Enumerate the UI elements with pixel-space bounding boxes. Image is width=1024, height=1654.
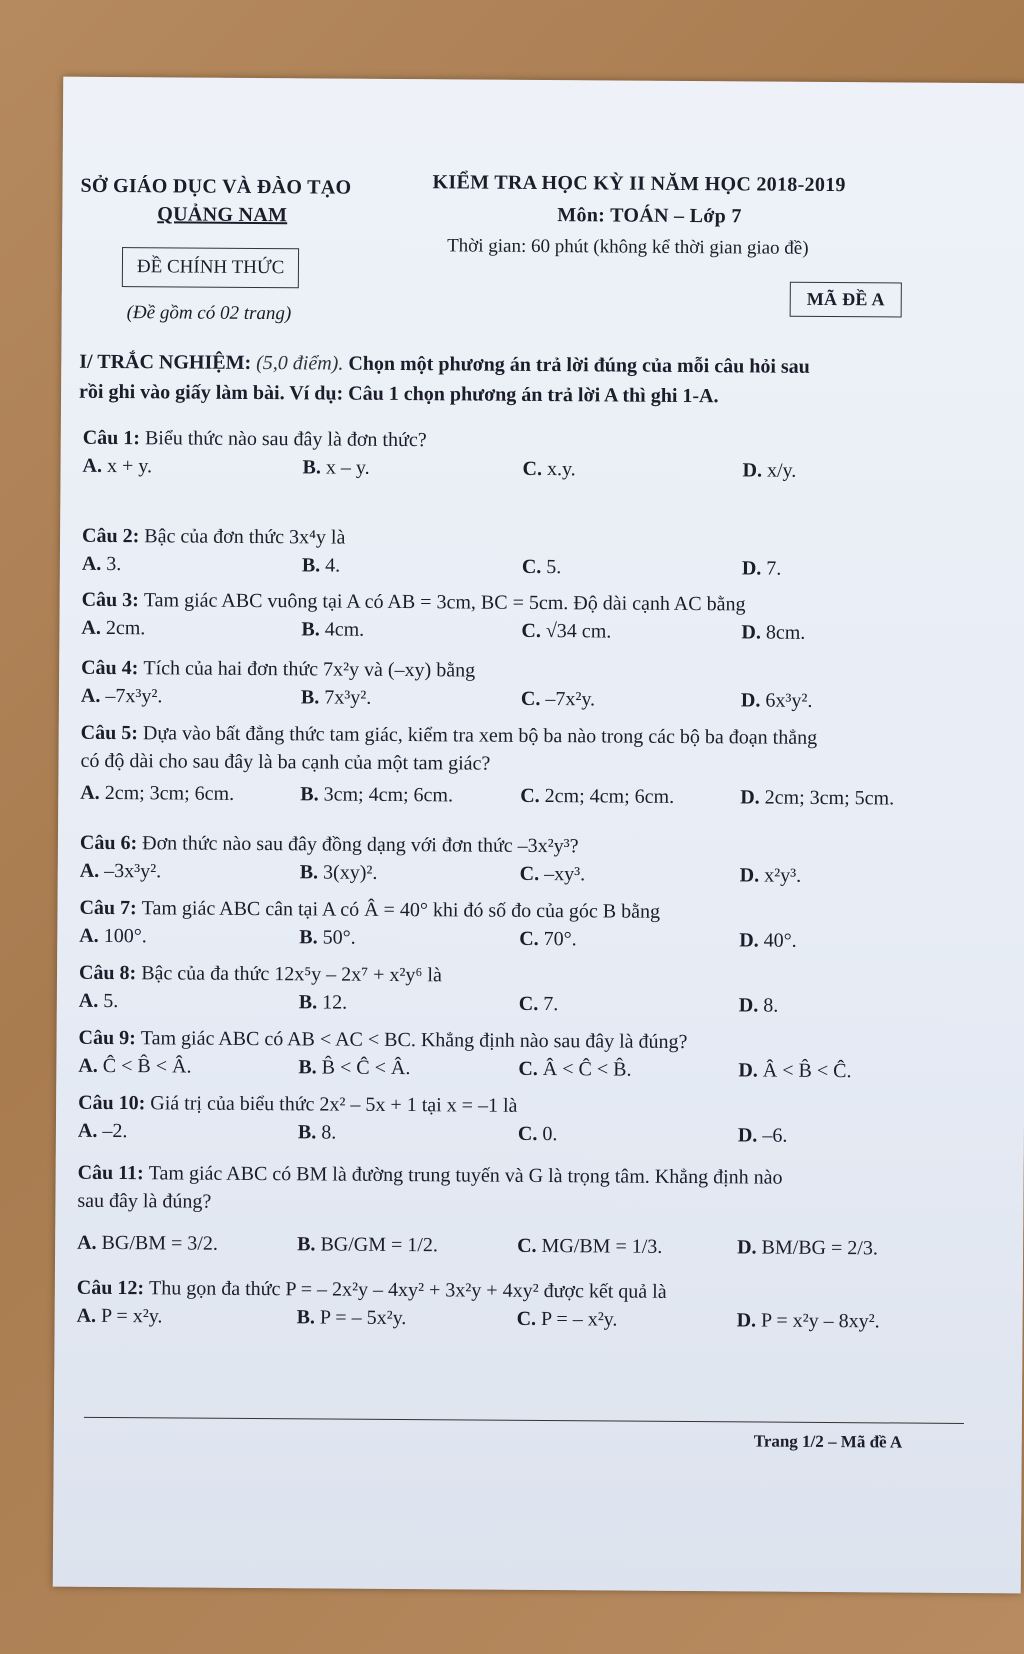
question-label: Câu 8: [78,961,142,985]
option-d [737,1309,880,1333]
options-row [81,616,962,644]
question-8 [79,962,442,988]
question-3 [82,589,746,617]
option-b [298,1121,337,1144]
option-c [520,785,674,809]
option-text: 4cm. [324,618,365,641]
option-text: BG/GM = 1/2. [320,1233,438,1257]
question-text: Tam giác ABC có BM là đường trung tuyến và G là trọng tâm. Khẳng định nào [148,1162,783,1189]
option-letter: A. [77,1119,103,1142]
option-letter: A. [80,781,105,804]
option-text: 2cm. [105,616,146,640]
question-label: Câu 7: [79,896,142,920]
options-row [80,684,961,712]
option-c [519,993,559,1016]
options-row [78,989,959,1017]
option-text: 2cm; 3cm; 6cm. [104,781,235,805]
question-10 [78,1092,517,1118]
option-c [518,1123,558,1146]
options-row [80,781,960,810]
option-letter: C. [517,1234,542,1258]
option-d [741,621,805,644]
question-2 [82,525,345,550]
option-text: 3(xy)². [323,861,378,884]
option-b [301,686,372,709]
option-text: x²y³. [764,864,802,887]
section-points: (5,0 điểm). [256,351,344,375]
question-6 [80,832,579,858]
option-text: x + y. [106,454,153,478]
option-b [300,861,378,885]
option-d [742,459,796,482]
option-letter: D. [738,994,764,1017]
option-c [520,863,586,886]
option-letter: C. [522,457,548,481]
option-b [297,1306,407,1330]
option-a [79,925,147,948]
option-text: x – y. [325,456,370,479]
question-text: Biểu thức nào sau đây là đơn thức? [144,427,427,452]
option-letter: B. [300,686,325,709]
option-text: 2cm; 3cm; 5cm. [764,786,895,810]
question-label: Câu 5: [80,721,144,745]
option-text: 3. [106,552,122,576]
option-c [522,458,575,481]
question-label: Câu 3: [81,588,144,612]
option-text: 2cm; 4cm; 6cm. [544,785,675,808]
option-letter: B. [301,618,325,641]
province-name: QUẢNG NAM [157,203,288,227]
option-text: 5. [546,556,562,579]
question-12 [77,1277,667,1304]
question-label: Câu 11: [77,1161,149,1185]
option-d [740,864,802,887]
option-letter: B. [302,456,326,479]
option-d [739,929,797,952]
option-a [81,685,163,709]
option-d [737,1236,878,1260]
option-letter: B. [301,554,326,577]
option-text: 40°. [763,929,797,952]
option-letter: B. [296,1306,321,1329]
question-7 [79,897,660,924]
option-letter: D. [736,1309,762,1332]
option-letter: D. [741,557,767,580]
question-text-cont: sau đây là đúng? [77,1189,212,1213]
question-label: Câu 4: [81,656,144,680]
option-letter: D. [742,459,768,482]
option-letter: A. [78,1054,103,1077]
options-row [81,552,962,580]
option-a [78,1055,191,1079]
option-letter: D. [739,864,765,887]
question-9 [78,1027,687,1054]
option-d [742,557,782,580]
exam-title: KIỂM TRA HỌC KỲ II NĂM HỌC 2018-2019 [432,171,846,197]
question-text: Bậc của đơn thức 3x⁴y là [144,525,346,549]
question-text: Dựa vào bất đẳng thức tam giác, kiểm tra xem bộ ba nào trong các bộ ba đoạn thẳng [142,722,818,749]
option-text: 8. [763,994,779,1017]
option-b [300,783,453,807]
page-footer: Trang 1/2 – Mã đề A [753,1431,903,1452]
option-letter: B. [300,783,324,806]
option-letter: C. [517,1122,543,1146]
option-a [82,455,152,478]
question-5 [81,722,818,750]
option-text: Â < Ĉ < B̂. [542,1058,632,1081]
question-text: Tam giác ABC có AB < AC < BC. Khẳng định nào sau đây là đúng? [140,1027,688,1054]
option-text: 6x³y². [765,689,813,712]
option-letter: C. [520,784,545,808]
option-letter: D. [739,929,764,952]
option-letter: A. [80,684,106,707]
option-text: 4. [325,554,341,577]
option-a [79,990,119,1013]
option-letter: C. [518,992,544,1016]
section-instruction-cont: rồi ghi vào giấy làm bài. Ví dụ: Câu 1 chọn phương án trả lời A thì ghi 1-A. [79,380,719,408]
question-1 [83,427,427,452]
option-c [521,620,611,644]
options-row [76,1304,957,1333]
option-letter: D. [737,1124,763,1147]
option-letter: A. [77,1231,102,1254]
option-text: P = – x²y. [540,1308,618,1331]
option-letter: A. [81,552,107,575]
options-row [79,924,959,952]
option-text: B̂ < Ĉ < Â. [321,1056,411,1080]
option-a [80,782,234,806]
options-row [82,454,963,482]
option-text: P = – 5x²y. [319,1306,407,1330]
question-label: Câu 9: [78,1026,141,1050]
option-text: 7. [543,993,559,1016]
question-label: Câu 10: [78,1091,151,1115]
option-text: –7x³y². [105,684,163,708]
question-text: Tam giác ABC vuông tại A có AB = 3cm, BC = 5cm. Độ dài cạnh AC bằng [143,589,746,616]
option-letter: C. [521,619,546,643]
option-b [297,1233,438,1257]
option-text: 8cm. [765,621,806,644]
option-a [77,1232,218,1256]
option-letter: C. [520,687,546,711]
options-row [77,1119,958,1147]
option-letter: D. [741,621,766,644]
option-text: –7x²y. [545,688,596,711]
option-text: 7. [766,557,782,580]
exam-subject: Môn: TOÁN – Lớp 7 [557,204,742,228]
option-letter: C. [516,1307,542,1331]
question-11 [78,1162,783,1190]
option-d [738,1059,851,1083]
question-4 [81,657,475,683]
option-letter: B. [297,1233,321,1256]
option-a [78,1120,128,1143]
option-letter: C. [521,555,547,579]
footer-divider [84,1417,964,1424]
option-text: –xy³. [544,863,586,886]
option-d [738,1124,788,1147]
option-letter: A. [79,859,105,882]
option-b [299,926,356,949]
question-text: Thu gọn đa thức P = – 2x²y – 4xy² + 3x²y + 4xy² được kết quả là [148,1277,667,1303]
options-row [79,859,960,887]
option-text: Â < B̂ < Ĉ. [762,1059,852,1083]
option-a [82,553,122,576]
option-text: 0. [542,1123,558,1146]
exam-code-box: MÃ ĐỀ A [790,282,902,318]
option-text: x/y. [766,459,797,482]
option-text: √34 cm. [545,620,612,643]
option-letter: B. [298,991,323,1014]
option-b [302,456,369,479]
question-text: Giá trị của biểu thức 2x² – 5x + 1 tại x = –1 là [150,1092,518,1117]
option-letter: C. [518,1057,543,1081]
question-label: Câu 12: [76,1276,150,1300]
option-text: –6. [762,1124,788,1147]
option-letter: A. [78,989,104,1012]
option-text: BM/BG = 2/3. [761,1236,878,1260]
option-text: 70°. [543,928,577,951]
option-letter: D. [740,689,766,712]
option-d [740,786,894,810]
option-text: x.y. [546,458,576,481]
option-c [517,1308,618,1332]
option-letter: C. [519,927,544,951]
option-text: –2. [102,1119,128,1143]
option-b [302,554,341,577]
question-text: Tích của hai đơn thức 7x²y và (–xy) bằng [143,657,476,682]
option-letter: A. [81,616,106,639]
section-instruction: Chọn một phương án trả lời đúng của mỗi câu hỏi sau [348,352,810,378]
question-text: Bậc của đa thức 12x⁵y – 2x⁷ + x²y⁶ là [141,962,442,987]
exam-paper [53,77,1024,1594]
option-text: 5. [103,989,119,1013]
option-letter: C. [519,862,545,886]
option-d [739,994,779,1017]
option-letter: A. [79,924,104,947]
option-text: P = x²y – 8xy². [760,1309,880,1333]
option-letter: B. [299,861,324,884]
option-text: 8. [321,1121,337,1144]
option-letter: B. [299,926,323,949]
option-text: BG/BM = 3/2. [101,1231,218,1255]
option-text: 12. [322,991,348,1014]
section-title: I/ TRẮC NGHIỆM: [79,350,252,374]
option-a [81,617,145,640]
option-text: Ĉ < B̂ < Â. [102,1054,192,1078]
option-c [521,688,595,712]
question-text-cont: có độ dài cho sau đây là ba cạnh của một tam giác? [80,749,491,775]
option-a [80,860,162,884]
question-label: Câu 6: [79,831,143,855]
option-text: 100°. [103,924,147,948]
option-c [518,1058,631,1082]
option-letter: D. [740,786,765,809]
exam-time: Thời gian: 60 phút (không kể thời gian giao đề) [447,235,809,259]
option-text: 3cm; 4cm; 6cm. [323,783,454,807]
option-letter: B. [297,1121,322,1144]
option-text: 50°. [322,926,356,949]
official-exam-box: ĐỀ CHÍNH THỨC [122,247,300,288]
option-text: MG/BM = 1/3. [541,1235,663,1258]
option-text: –3x³y². [104,859,162,883]
question-text: Tam giác ABC cân tại A có Â = 40° khi đó số đo của góc B bằng [141,897,661,923]
option-b [299,991,348,1014]
department-name: SỞ GIÁO DỤC VÀ ĐÀO TẠO [80,174,352,199]
page-count-note: (Đề gồm có 02 trang) [126,302,292,325]
option-d [741,689,813,712]
option-letter: B. [298,1056,322,1079]
option-text: 7x³y². [324,686,372,709]
option-b [298,1056,410,1080]
option-letter: D. [738,1059,763,1082]
option-letter: A. [82,454,108,477]
option-c [519,928,577,951]
option-letter: A. [76,1304,102,1327]
option-c [522,556,562,579]
option-c [517,1235,662,1259]
question-text: Đơn thức nào sau đây đồng dạng với đơn thức –3x²y³? [142,832,579,858]
question-label: Câu 1: [82,426,146,450]
options-row [78,1054,958,1083]
options-row [77,1231,957,1260]
option-a [77,1305,163,1329]
question-label: Câu 2: [82,524,145,548]
option-b [301,618,364,641]
option-text: P = x²y. [101,1304,163,1328]
option-letter: D. [737,1236,762,1259]
